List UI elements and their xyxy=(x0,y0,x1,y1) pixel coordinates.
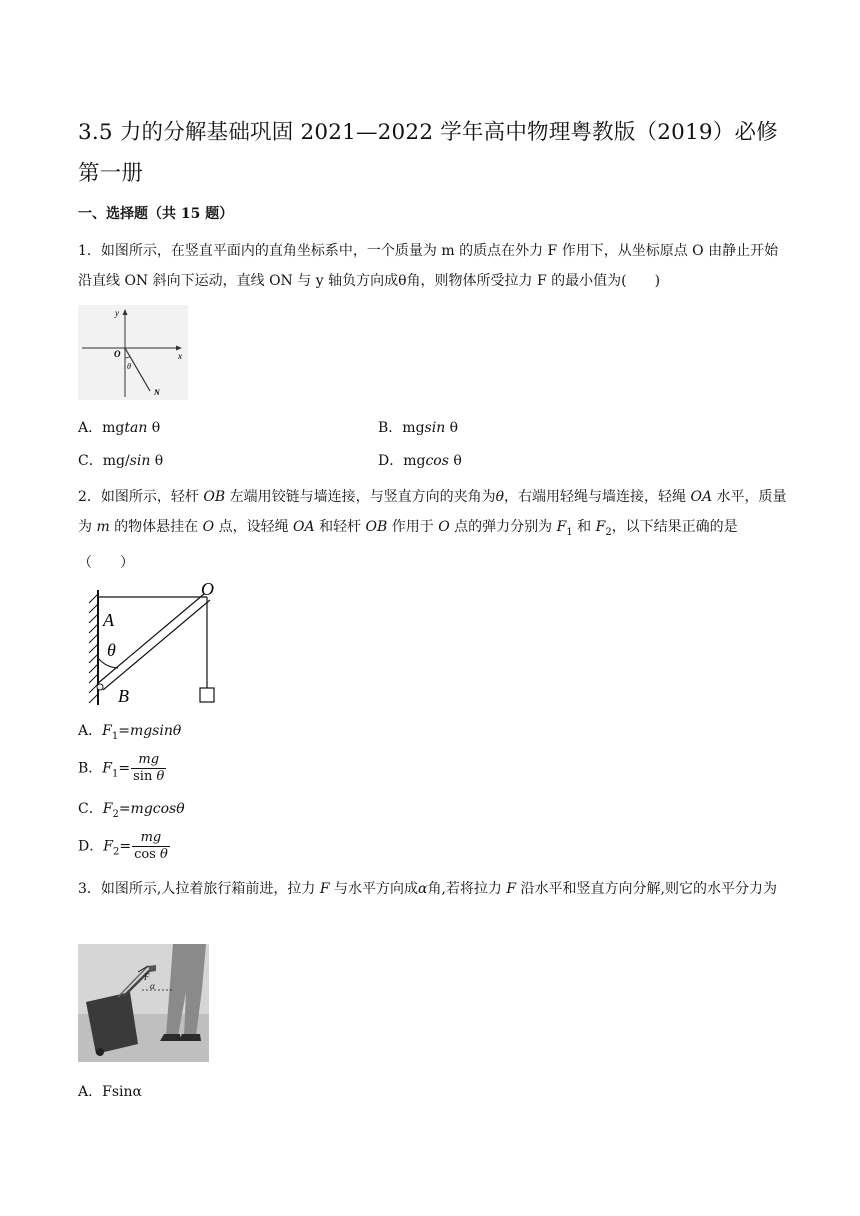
y-axis-label: y xyxy=(115,308,119,318)
question-3-stem: 3．如图所示,人拉着旅行箱前进，拉力 F 与水平方向成α角,若将拉力 F 沿水平和竖直方向分解,则它的水平分力为 xyxy=(78,881,777,897)
point-a-label: A xyxy=(103,610,114,630)
point-o-label: O xyxy=(201,580,214,599)
question-3-option-a[interactable]: A．Fsinα xyxy=(78,1084,142,1100)
question-2-option-d[interactable]: D．$F_2=$ $\frac{mg}{\text{cos θ}}$ xyxy=(78,830,168,862)
x-axis-label: x xyxy=(178,351,182,361)
question-2-stem: 2．如图所示，轻杆 OB 左端用铰链与墙连接，与竖直方向的夹角为θ，右端用轻绳与墙连接，轻绳 OA 水平，质量为 m 的物体悬挂在 O 点，设轻绳 OA 和轻杆 OB 作用于 O 点的弹力分别为 $F_1$ 和 $F_2$，以下结果正确的是 （ ） xyxy=(78,489,787,571)
page-title: 3.5 力的分解基础巩固 2021—2022 学年高中物理粤教版（2019）必修第一册 xyxy=(78,120,778,186)
fraction: $\frac{mg}{\text{cos θ}}$ xyxy=(134,830,168,862)
fraction: $\frac{mg}{\text{sin θ}}$ xyxy=(133,752,165,784)
alpha-angle-label: α xyxy=(150,981,155,991)
section-heading: 一、选择题（共 15 题） xyxy=(78,206,234,222)
force-f-label: F xyxy=(144,972,150,982)
question-1-option-c[interactable]: C．mg/sin θ xyxy=(78,453,164,469)
question-2-option-a[interactable]: A．$F_1=mgsin\theta$ xyxy=(78,723,182,742)
question-2-option-c[interactable]: C．$F_2=mgcos\theta$ xyxy=(78,801,185,820)
theta-angle-label: θ xyxy=(107,640,116,660)
n-label: N xyxy=(154,388,160,397)
question-2-figure xyxy=(80,580,225,710)
question-1-stem: 1．如图所示，在竖直平面内的直角坐标系中，一个质量为 m 的质点在外力 F 作用下，从坐标原点 O 由静止开始沿直线 ON 斜向下运动，直线 ON 与 y 轴负方向成θ角，则物体所受拉力 F 的最小值为( ) xyxy=(78,243,779,289)
point-b-label: B xyxy=(118,686,129,706)
question-1-figure xyxy=(78,305,188,400)
question-1-option-a[interactable]: A．mgtan θ xyxy=(78,420,161,436)
question-2-option-b[interactable]: B．$F_1=$ $\frac{mg}{\text{sin θ}}$ xyxy=(78,752,165,784)
question-1-option-b[interactable]: B．mgsin θ xyxy=(378,420,459,436)
origin-label: O xyxy=(114,349,121,359)
theta-label: θ xyxy=(127,362,131,371)
suitcase-photo xyxy=(78,944,209,1062)
question-1-option-d[interactable]: D．mgcos θ xyxy=(378,453,462,469)
